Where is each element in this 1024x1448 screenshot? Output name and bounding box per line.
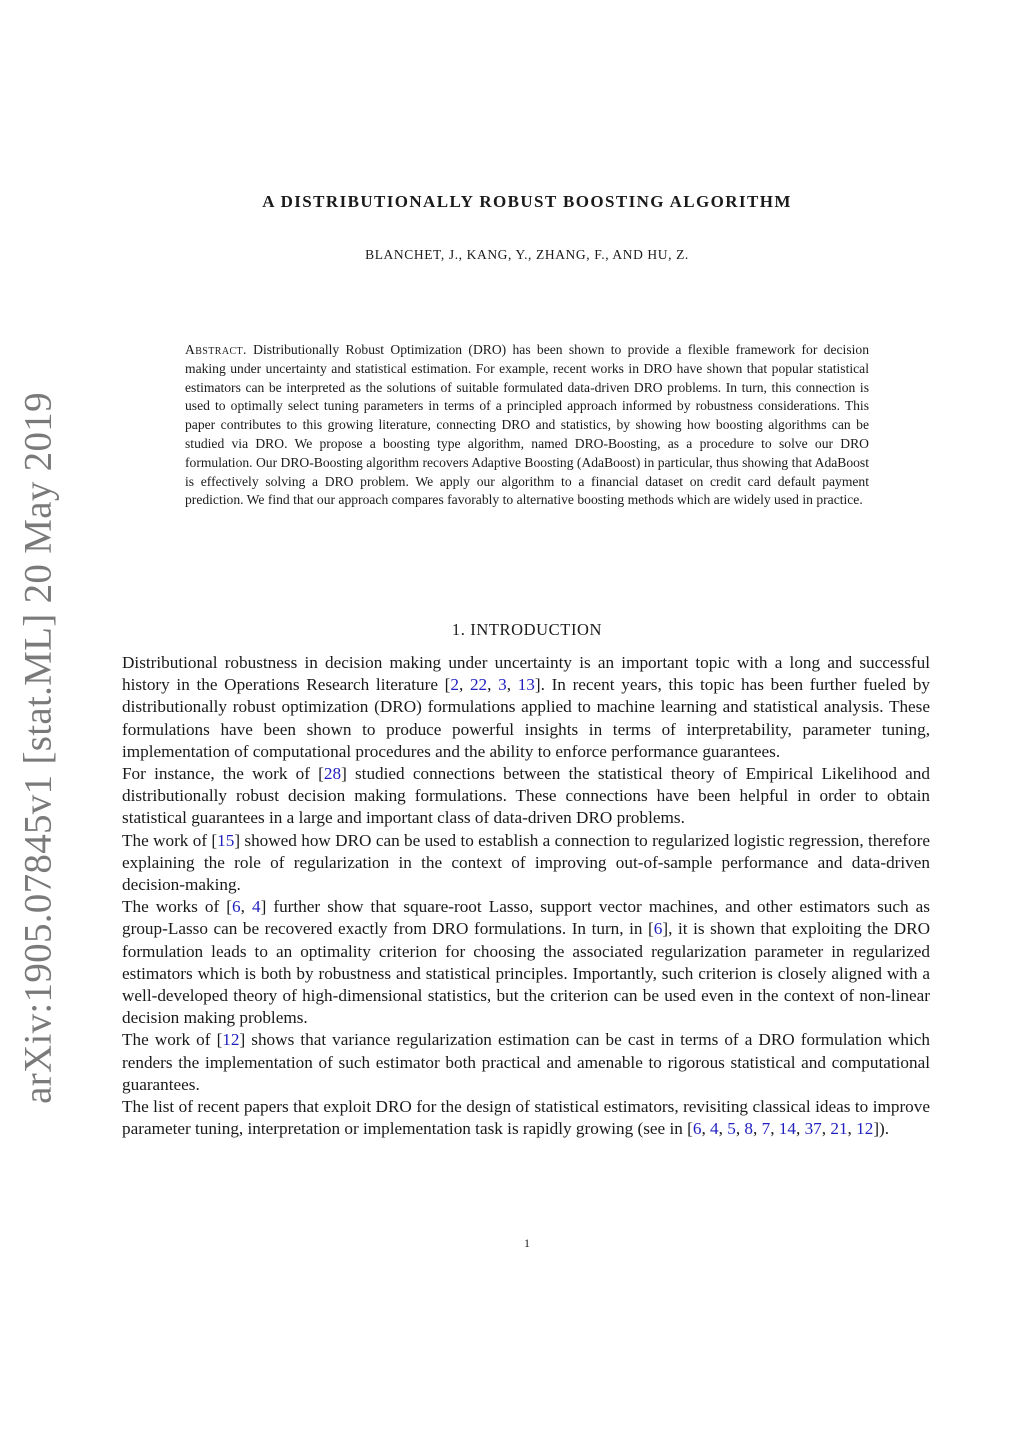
citation-link[interactable]: 12 bbox=[222, 1030, 240, 1050]
citation-link[interactable]: 15 bbox=[217, 830, 235, 850]
citation-link[interactable]: 22 bbox=[469, 675, 488, 695]
citation-link[interactable]: 6 bbox=[232, 897, 241, 917]
abstract-label: Abstract. bbox=[185, 342, 247, 357]
citation-link[interactable]: 2 bbox=[450, 675, 459, 695]
text: Distributional robustness in decision making under uncertainty is an important topic with a long and successful history in the Operations Research literature [ bbox=[122, 653, 930, 695]
text: The works of [ bbox=[122, 897, 232, 917]
citation-link[interactable]: 21 bbox=[830, 1119, 848, 1139]
paragraph-5 bbox=[122, 1029, 930, 1096]
citation-link[interactable]: 6 bbox=[692, 1119, 702, 1139]
citation-link[interactable]: 5 bbox=[727, 1119, 736, 1139]
text: The work of [ bbox=[122, 1030, 223, 1050]
page-number: 1 bbox=[524, 1236, 530, 1250]
paper-authors: BLANCHET, J., KANG, Y., ZHANG, F., AND HU, Z. bbox=[365, 247, 689, 262]
text: The list of recent papers that exploit DRO for the design of statistical estimators, revisiting classical ideas to improve parameter tuning, interpretation or implementation task is rapidly growing (see in [ bbox=[122, 1097, 930, 1139]
text: ] showed how DRO can be used to establish a connection to regularized logistic regression, therefore explaining the role of regularization in the context of improving out-of-sample performance and data-driven decision-making. bbox=[122, 830, 930, 895]
paragraph-4: The works of [6, 4] further show that square-root Lasso, support vector machines, and other estimators such as group-Lasso can be recovered exactly from DRO formulations. In turn, in [6], it is shown that exploiting the DRO formulation leads to an optimality criterion for choosing the associated regularization parameter in regularized estimators which is both by robustness and statistical principles. Importantly, such criterion is closely aligned with a well-developed theory of high-dimensional statistics, but the criterion can be used even in the context of non-linear decision making problems. bbox=[122, 897, 931, 1028]
paragraph-2 bbox=[122, 763, 930, 830]
paragraph-1: Distributional robustness in decision making under uncertainty is an important topic with a long and successful history in the Operations Research literature [2, 22, 3, 13]. In recent years, this topic has been further fueled by distributionally robust optimization (DRO) formulations applied to machine learning and statistical analysis. These formulations have been shown to produce powerful insights in terms of interpretability, parameter tuning, implementation of computational procedures and the ability to enforce performance guarantees. bbox=[122, 653, 931, 761]
text: The work of [ bbox=[122, 830, 218, 850]
paragraph-3 bbox=[122, 830, 930, 897]
text: ]. In recent years, this topic has been further fueled by distributionally robust optimization (DRO) formulations applied to machine learning and statistical analysis. These formulations have been shown to produce powerful insights in terms of interpretability, parameter tuning, implementation of computational procedures and the ability to enforce performance guarantees. bbox=[122, 675, 931, 761]
citation-link[interactable]: 37 bbox=[804, 1119, 822, 1139]
citation-link[interactable]: 28 bbox=[323, 764, 342, 784]
citation-link[interactable]: 4 bbox=[251, 897, 261, 917]
abstract-text: Distributionally Robust Optimization (DRO) has been shown to provide a flexible framework for decision making under uncertainty and statistical estimation. For example, recent works in DRO have shown that popular statistical estimators can be interpreted as the solutions of suitable formulated data-driven DRO problems. In turn, this connection is used to optimally select tuning parameters in terms of a principled approach informed by robustness considerations. This paper contributes to this growing literature, connecting DRO and statistics, by showing how boosting algorithms can be studied via DRO. We propose a boosting type algorithm, named DRO-Boosting, as a procedure to solve our DRO formulation. Our DRO-Boosting algorithm recovers Adaptive Boosting (AdaBoost) in particular, thus showing that AdaBoost is effectively solving a DRO problem. We apply our algorithm to a financial dataset on credit card default payment prediction. We find that our approach compares favorably to alternative boosting methods which are widely used in practice. bbox=[185, 342, 869, 508]
text: For instance, the work of [ bbox=[122, 764, 324, 784]
citation-link[interactable]: 7 bbox=[761, 1119, 771, 1139]
text: ], it is shown that exploiting the DRO formulation leads to an optimality criterion for choosing the associated regularization parameter in regularized estimators which is both by robustness and statistical principles. Importantly, such criterion is closely aligned with a well-developed theory of high-dimensional statistics, but the criterion can be used even in the context of non-linear decision making problems. bbox=[122, 919, 930, 1028]
citation-link[interactable]: 14 bbox=[778, 1119, 796, 1139]
text: ] further show that square-root Lasso, support vector machines, and other estimators such as group-Lasso can be recovered exactly from DRO formulations. In turn, in [ bbox=[122, 897, 931, 939]
text: ] studied connections between the statistical theory of Empirical Likelihood and distributionally robust decision making formulations. These connections have been helpful in order to obtain statistical guarantees in a large and important class of data-driven DRO problems. bbox=[122, 764, 930, 828]
citation-link[interactable]: 4 bbox=[710, 1119, 719, 1139]
paragraph-6: The list of recent papers that exploit DRO for the design of statistical estimators, revisiting classical ideas to improve parameter tuning, interpretation or implementation task is rapidly growing (see in [6, 4, 5, 8, 7, 14, 37, 21, 12]). bbox=[122, 1097, 930, 1139]
arxiv-stamp-text: arXiv:1905.07845v1 [stat.ML] 20 May 2019 bbox=[16, 392, 60, 1104]
citation-link[interactable]: 8 bbox=[744, 1119, 754, 1139]
citation-link[interactable]: 13 bbox=[517, 675, 535, 695]
section-heading: 1. INTRODUCTION bbox=[451, 620, 603, 639]
text: ] shows that variance regularization estimation can be cast in terms of a DRO formulation which renders the implementation of such estimator both practical and amenable to rigorous statistical and computational guarantees. bbox=[122, 1030, 930, 1094]
abstract bbox=[185, 341, 869, 510]
citation-link[interactable]: 3 bbox=[498, 675, 507, 695]
introduction-body bbox=[122, 652, 930, 1140]
citation-link[interactable]: 6 bbox=[653, 919, 663, 939]
citation-link[interactable]: 12 bbox=[856, 1119, 874, 1139]
paper-title: A DISTRIBUTIONALLY ROBUST BOOSTING ALGORITHM bbox=[262, 192, 792, 211]
text: ]). bbox=[873, 1119, 890, 1139]
